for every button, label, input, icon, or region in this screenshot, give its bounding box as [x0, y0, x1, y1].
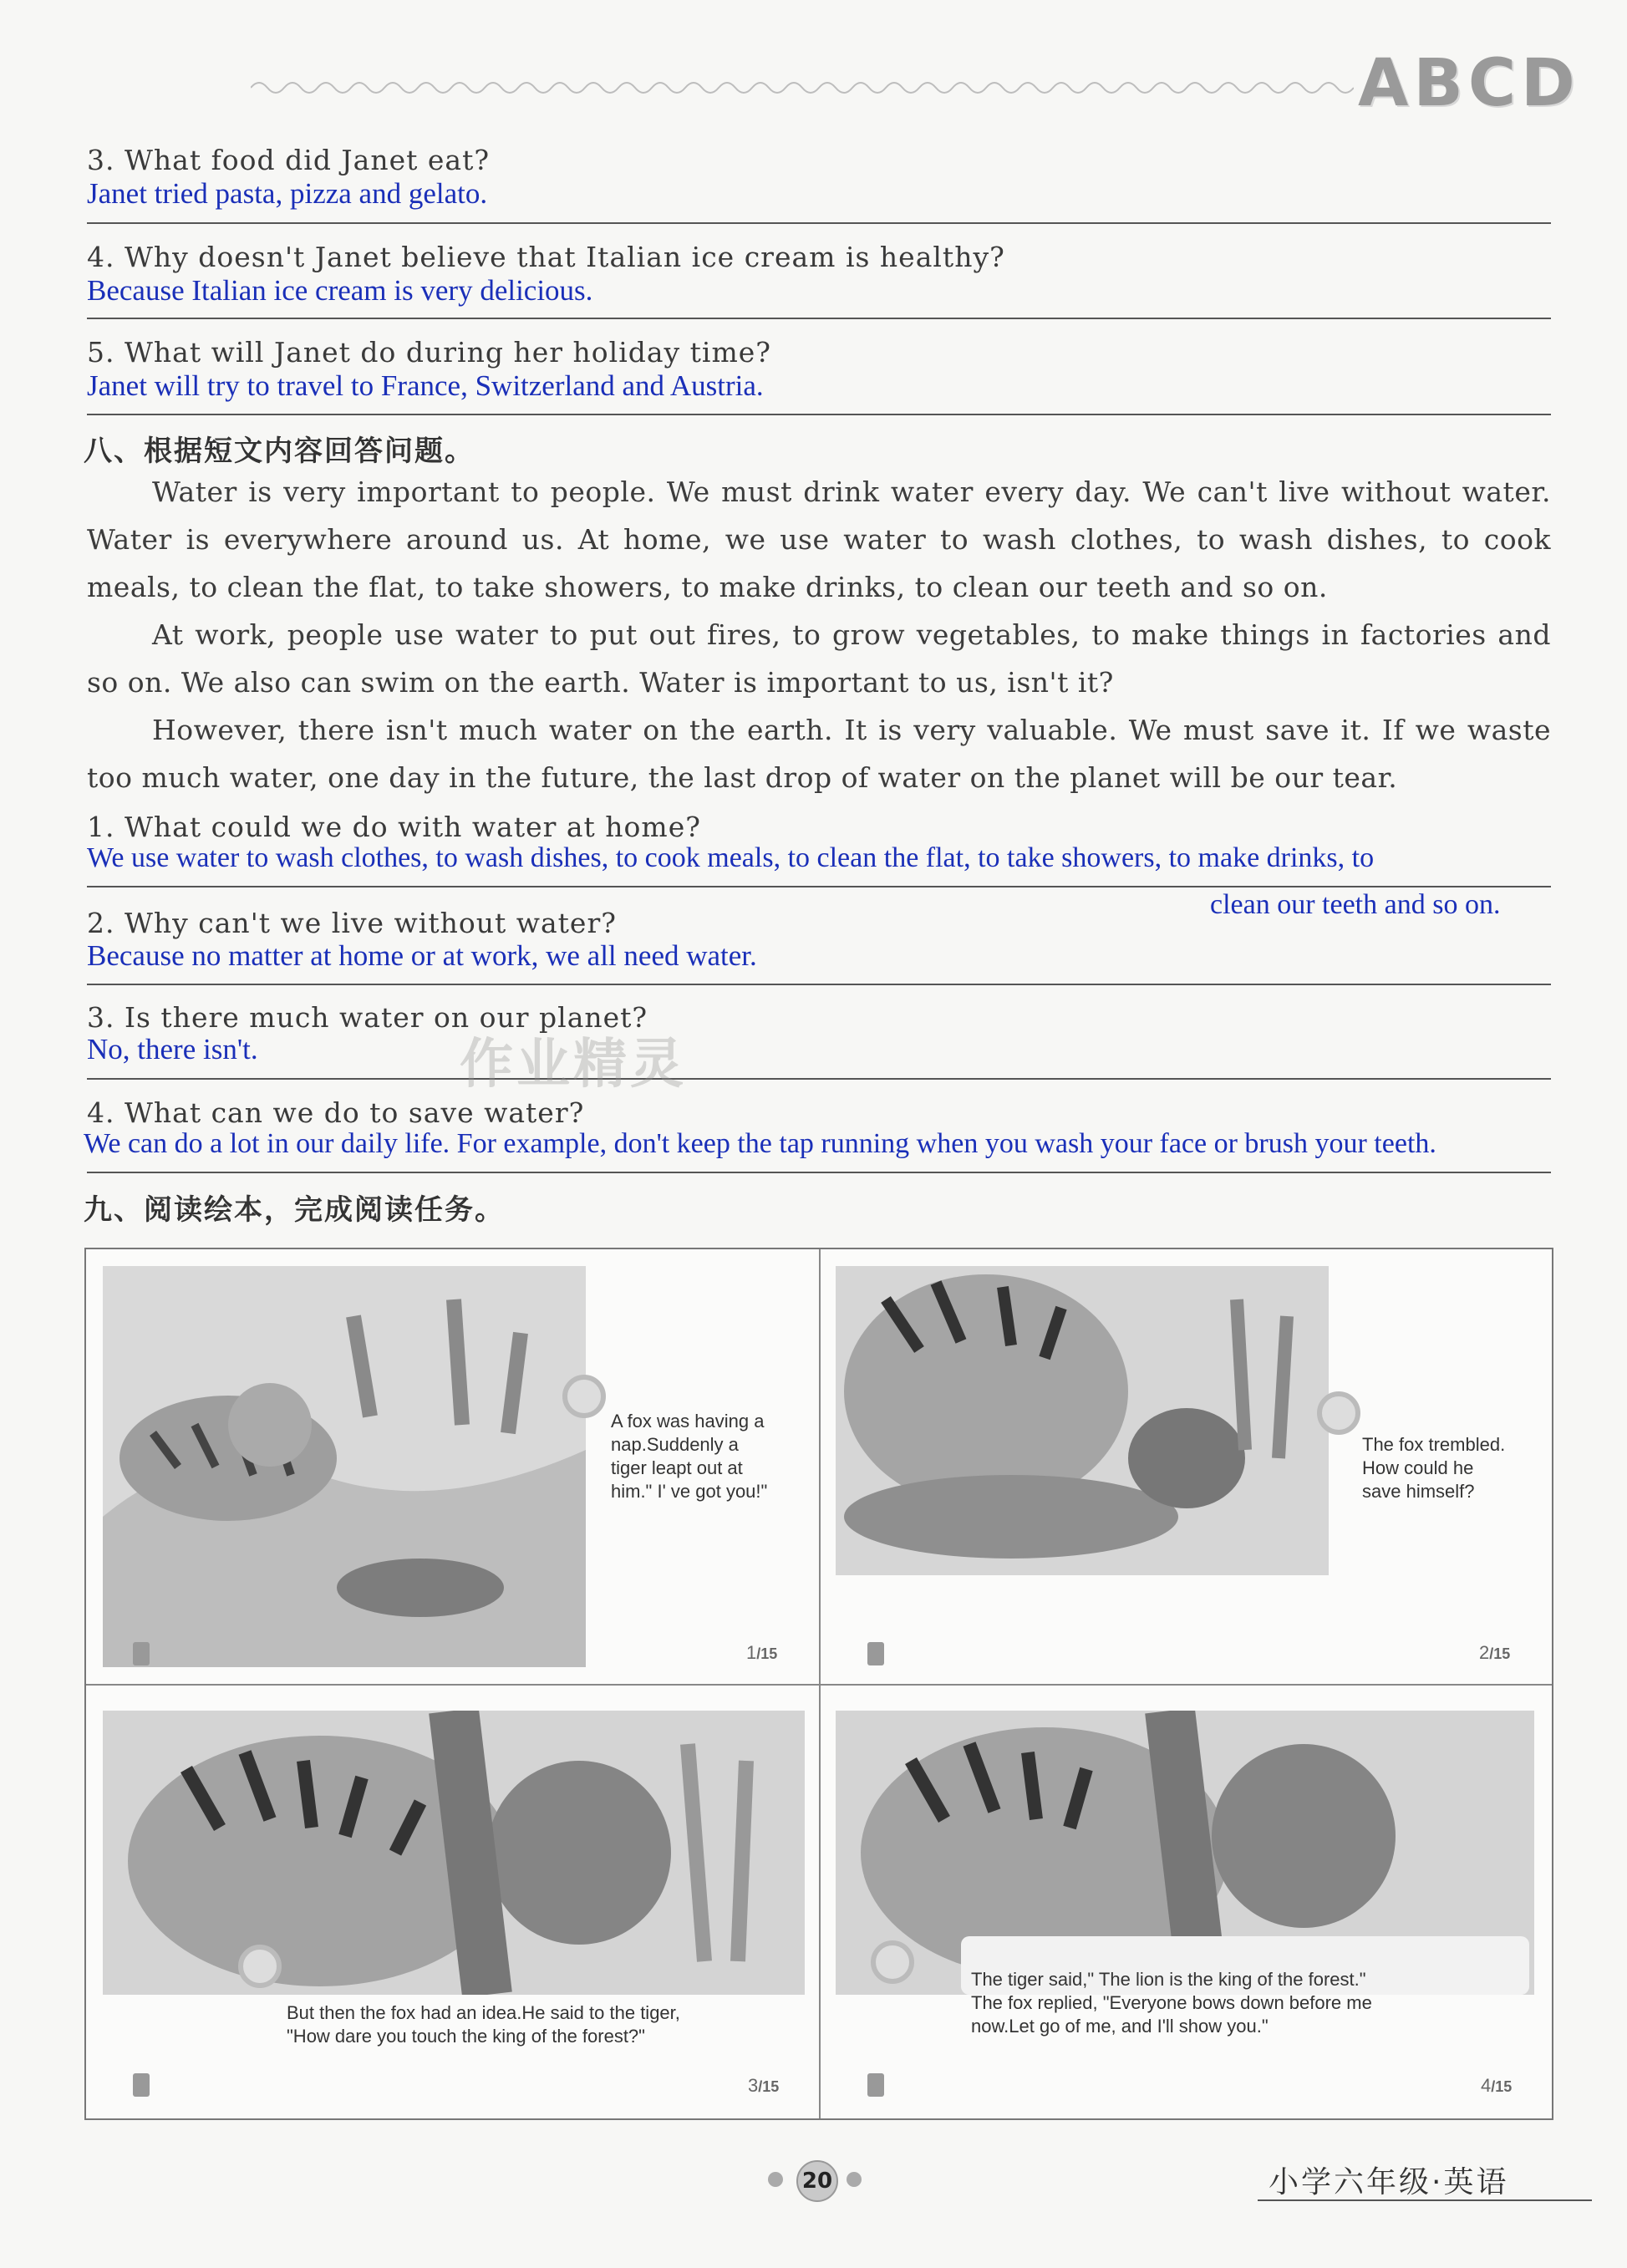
speech-bubble-marker [1317, 1391, 1360, 1435]
question-text: 1. What could we do with water at home? [87, 811, 701, 843]
page-number-badge: 20 [796, 2160, 838, 2202]
answer-text: Janet will try to travel to France, Switzerland and Austria. [87, 369, 764, 402]
picture-book-grid [84, 1248, 1553, 2120]
decorative-dot [768, 2172, 783, 2187]
answer-text: No, there isn't. [87, 1033, 258, 1065]
answer-line [87, 1078, 1551, 1080]
question-text: 4. What can we do to save water? [87, 1096, 585, 1129]
brand-logo: ABCD [1358, 46, 1580, 121]
answer-text: Janet tried pasta, pizza and gelato. [87, 177, 488, 210]
answer-text: We use water to wash clothes, to wash dishes, to cook meals, to clean the flat, to take showers, to make drinks, to [87, 842, 1375, 873]
page-indicator: 1/15 [746, 1642, 778, 1663]
bookmark-icon [133, 1642, 150, 1665]
fox-speaks-to-tiger-illustration [103, 1711, 805, 1995]
passage-paragraph: At work, people use water to put out fires, to grow vegetables, to make things in factories and so on. We also can swim on the earth. Water is important to us, isn't it? [87, 618, 1551, 699]
answer-text: We can do a lot in our daily life. For example, don't keep the tap running when you wash your face or brush your teeth. [84, 1128, 1436, 1159]
question-text: 4. Why doesn't Janet believe that Italian ice cream is healthy? [87, 241, 1005, 273]
header-wave-decoration [251, 71, 1354, 104]
tiger-holds-fox-illustration [836, 1266, 1329, 1575]
speech-bubble-marker [238, 1945, 282, 1988]
panel-caption: But then the fox had an idea.He said to the tiger, "How dare you touch the king of the forest?" [287, 2002, 680, 2047]
speech-bubble-marker [562, 1375, 606, 1418]
page-indicator: 4/15 [1481, 2075, 1513, 2096]
tiger-leaps-at-fox-illustration [103, 1266, 586, 1667]
comic-panel-2 [821, 1249, 1552, 1684]
panel-caption: The tiger said," The lion is the king of the forest." The fox replied, "Everyone bows down before me now.Let go of me, and I'll show you." [971, 1969, 1372, 2037]
decorative-dot [847, 2172, 862, 2187]
tiger-and-fox-talk-illustration [836, 1711, 1534, 1995]
bookmark-icon [867, 2073, 884, 2097]
answer-line [87, 1172, 1551, 1173]
panel-caption: The fox trembled. How could he save himself? [1362, 1434, 1506, 1502]
passage-paragraph: Water is very important to people. We must drink water every day. We can't live without water. Water is everywhere around us. At home, we use water to wash clothes, to wash dishes, to cook meals, to clean the flat, to take showers, to make drinks, to clean our teeth and so on. [87, 475, 1551, 603]
bookmark-icon [133, 2073, 150, 2097]
question-text: 3. Is there much water on our planet? [87, 1001, 648, 1034]
comic-panel-1 [86, 1249, 819, 1684]
reading-passage [87, 468, 1551, 801]
passage-paragraph: However, there isn't much water on the earth. It is very valuable. We must save it. If we waste too much water, one day in the future, the last drop of water on the planet will be our tear. [87, 714, 1551, 794]
answer-text-continued: clean our teeth and so on. [1210, 889, 1501, 920]
speech-bubble-marker [871, 1940, 914, 1984]
page-indicator: 3/15 [748, 2075, 780, 2096]
answer-line [87, 984, 1551, 985]
question-text: 5. What will Janet do during her holiday time? [87, 336, 772, 369]
answer-text: Because no matter at home or at work, we all need water. [87, 939, 757, 972]
answer-text: Because Italian ice cream is very delicious. [87, 274, 593, 307]
question-text: 2. Why can't we live without water? [87, 907, 617, 939]
page-number [781, 2160, 848, 2202]
section-9-title: 九、阅读绘本，完成阅读任务。 [84, 1193, 505, 1227]
answer-line [87, 222, 1551, 224]
answer-line [87, 318, 1551, 319]
panel-caption: A fox was having a nap.Suddenly a tiger leapt out at him." I' ve got you!" [611, 1411, 768, 1502]
answer-line [87, 886, 1551, 887]
bookmark-icon [867, 1642, 884, 1665]
question-text: 3. What food did Janet eat? [87, 144, 491, 176]
section-8-title: 八、根据短文内容回答问题。 [84, 435, 475, 468]
page-indicator: 2/15 [1479, 1642, 1511, 1663]
answer-line [87, 414, 1551, 415]
comic-panel-4 [821, 1686, 1552, 2118]
footer-line [1258, 2199, 1592, 2201]
comic-panel-3 [86, 1686, 819, 2118]
grade-subject-label: 小学六年级·英语 [1269, 2165, 1509, 2199]
watermark: 作业精灵 [460, 1034, 687, 1096]
